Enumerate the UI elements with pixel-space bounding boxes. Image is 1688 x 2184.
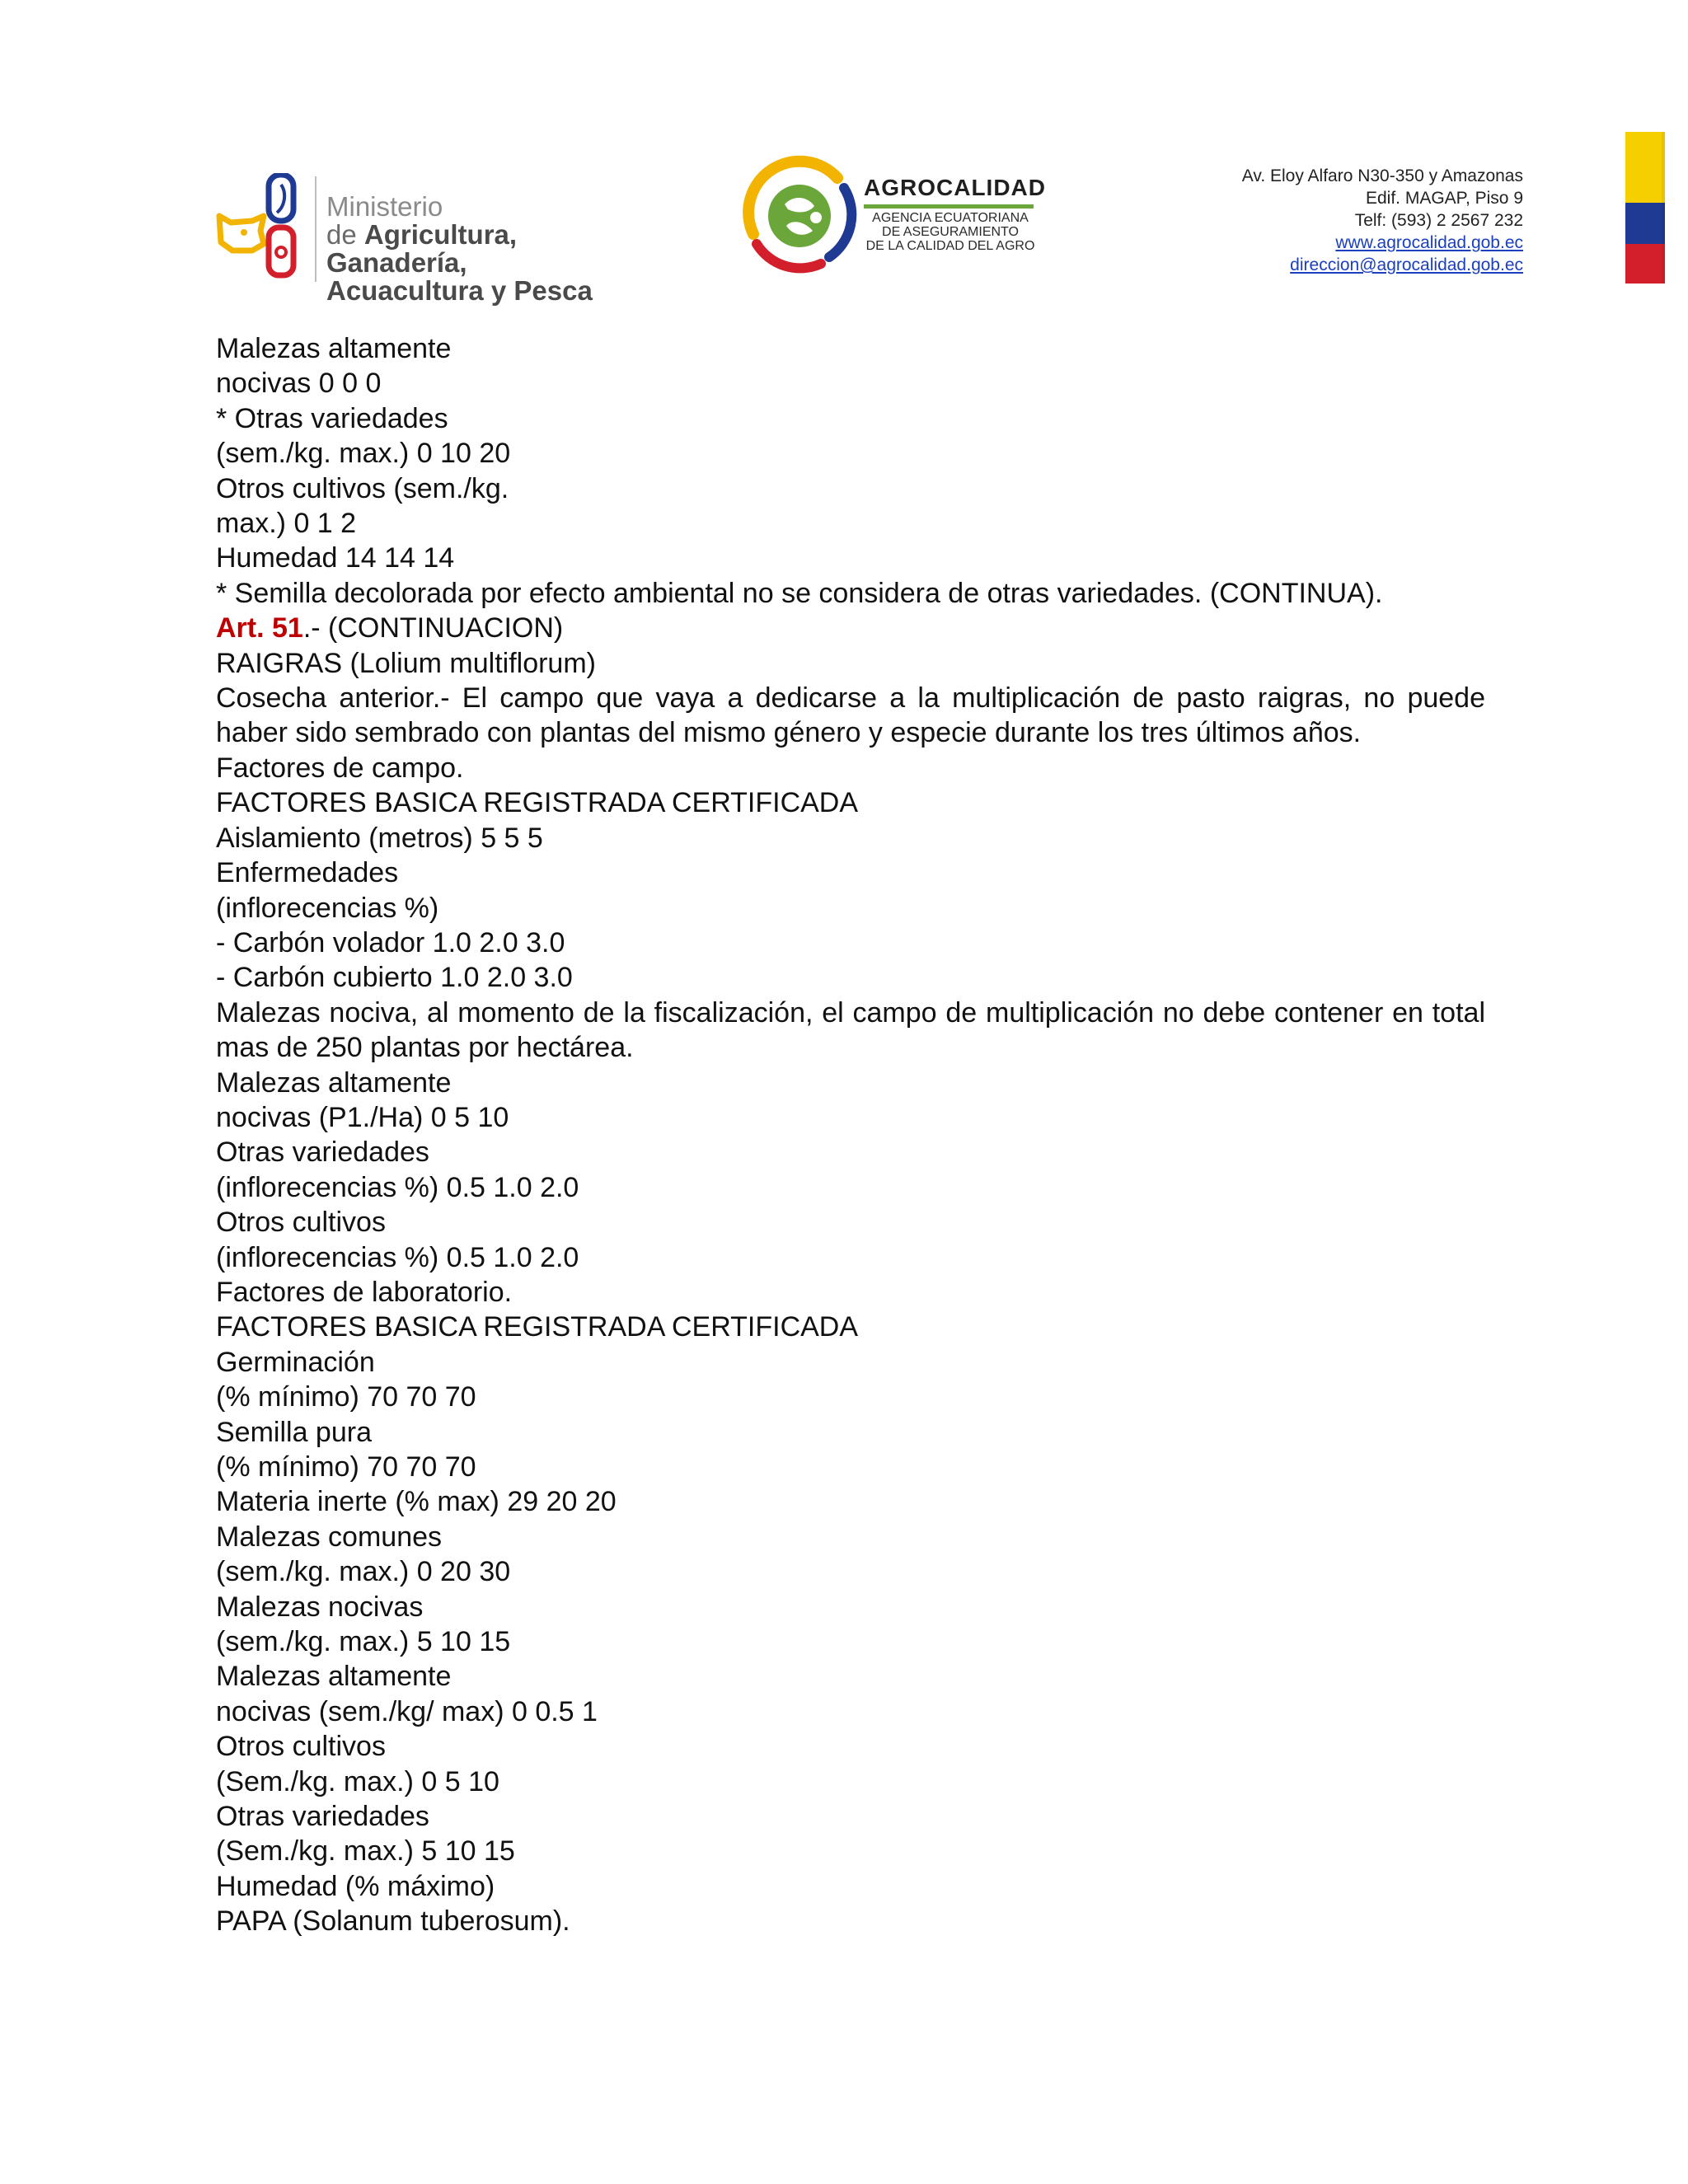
text-line: Otras variedades <box>216 1137 429 1169</box>
text-line: (Sem./kg. max.) 0 5 10 <box>216 1765 499 1797</box>
ministry-line3: Acuacultura y Pesca <box>326 275 593 306</box>
agency-subtitle-line3: DE LA CALIDAD DEL AGRO <box>865 239 1035 253</box>
ministry-line2-bold: Agricultura, Ganadería, <box>326 219 518 278</box>
text-line: (sem./kg. max.) 5 10 15 <box>216 1626 511 1658</box>
ministry-line2 <box>326 221 645 277</box>
text-line: Otros cultivos <box>216 1731 386 1763</box>
text-line: PAPA (Solanum tuberosum). <box>216 1905 570 1938</box>
article-label: Art. 51 <box>216 612 303 644</box>
agrocalidad-emblem-icon <box>738 155 859 275</box>
text-line: max.) 0 1 2 <box>216 508 357 540</box>
logo-divider <box>315 176 316 282</box>
text-line: Factores de campo. <box>216 752 464 784</box>
text-line: (sem./kg. max.) 0 20 30 <box>216 1556 511 1588</box>
crop-title: RAIGRAS (Lolium multiflorum) <box>216 647 596 679</box>
contact-phone: Telf: (593) 2 2567 232 <box>1354 211 1523 230</box>
flag-red-stripe <box>1625 244 1665 284</box>
text-line: FACTORES BASICA REGISTRADA CERTIFICADA <box>216 787 859 819</box>
text-line: Malezas altamente <box>216 1661 452 1693</box>
article-heading-rest: .- (CONTINUACION) <box>302 612 564 644</box>
agency-subtitle <box>864 211 1037 253</box>
text-line: - Carbón cubierto 1.0 2.0 3.0 <box>216 962 573 994</box>
agency-name: AGROCALIDAD <box>864 175 1046 200</box>
text-line: Semilla pura <box>216 1416 372 1448</box>
text-line: Materia inerte (% max) 29 20 20 <box>216 1486 617 1518</box>
text-line: * Semilla decolorada por efecto ambiental no se considera de otras variedades. (CONTINUA). <box>216 577 1383 609</box>
text-line: (sem./kg. max.) 0 10 20 <box>216 438 511 470</box>
text-line: Enfermedades <box>216 857 399 889</box>
agency-subtitle-line2: DE ASEGURAMIENTO <box>882 225 1019 239</box>
text-line: (Sem./kg. max.) 5 10 15 <box>216 1835 515 1868</box>
text-line: (inflorecencias %) <box>216 892 439 924</box>
text-line: Humedad 14 14 14 <box>216 542 455 574</box>
text-line: - Carbón volador 1.0 2.0 3.0 <box>216 926 565 958</box>
ministry-line1: Ministerio <box>326 191 443 222</box>
text-line: nocivas (P1./Ha) 0 5 10 <box>216 1101 509 1133</box>
flag-yellow-stripe <box>1625 132 1665 203</box>
agrocalidad-logo <box>738 155 1052 275</box>
paragraph-malezas-nociva: Malezas nociva, al momento de la fiscalización, el campo de multiplicación no debe contener en total mas de 250 plantas por hectárea. <box>216 996 1485 1064</box>
agency-name-underline <box>864 204 1034 209</box>
email-link[interactable]: direccion@agrocalidad.gob.ec <box>1290 255 1523 274</box>
flag-shadow <box>1662 132 1665 284</box>
contact-block <box>1242 165 1523 276</box>
text-line: Malezas altamente <box>216 1066 452 1099</box>
agency-subtitle-line1: AGENCIA ECUATORIANA <box>872 211 1029 225</box>
text-line: Malezas nocivas <box>216 1591 424 1623</box>
text-line: Factores de laboratorio. <box>216 1276 513 1308</box>
text-line: Otros cultivos (sem./kg. <box>216 472 509 504</box>
text-line: (inflorecencias %) 0.5 1.0 2.0 <box>216 1241 579 1273</box>
article-heading <box>216 611 1485 645</box>
paragraph-cosecha-anterior: Cosecha anterior.- El campo que vaya a dedicarse a la multiplicación de pasto raigras, no puede haber sido sembrado con plantas del mismo género y especie durante los tres últimos años. <box>216 682 1485 749</box>
ministry-logo <box>216 170 645 306</box>
text-line: Malezas comunes <box>216 1521 443 1553</box>
contact-address-line1: Av. Eloy Alfaro N30-350 y Amazonas <box>1241 166 1523 185</box>
text-line: nocivas 0 0 0 <box>216 368 382 400</box>
text-lines-c <box>216 1066 1485 1939</box>
text-line: (% mínimo) 70 70 70 <box>216 1381 476 1413</box>
text-line: Humedad (% máximo) <box>216 1870 495 1902</box>
text-line: * Otras variedades <box>216 402 448 434</box>
flag-blue-stripe <box>1625 203 1665 244</box>
ministry-line2-prefix: de <box>326 219 364 250</box>
text-line: Germinación <box>216 1346 375 1378</box>
text-line: Aislamiento (metros) 5 5 5 <box>216 822 543 854</box>
text-lines-a <box>216 331 1485 611</box>
text-line: Otras variedades <box>216 1801 429 1833</box>
ministry-emblem-icon <box>216 173 307 280</box>
website-link[interactable]: www.agrocalidad.gob.ec <box>1335 233 1523 252</box>
text-line: (% mínimo) 70 70 70 <box>216 1451 476 1483</box>
text-line: Otros cultivos <box>216 1207 386 1239</box>
contact-address-line2: Edif. MAGAP, Piso 9 <box>1365 189 1523 208</box>
text-line: (inflorecencias %) 0.5 1.0 2.0 <box>216 1171 579 1203</box>
text-lines-b <box>216 751 1485 996</box>
text-line: Malezas altamente <box>216 333 452 364</box>
text-line: FACTORES BASICA REGISTRADA CERTIFICADA <box>216 1311 859 1343</box>
ministry-name <box>326 193 645 305</box>
document-body <box>216 331 1485 1939</box>
text-line: nocivas (sem./kg/ max) 0 0.5 1 <box>216 1695 598 1727</box>
